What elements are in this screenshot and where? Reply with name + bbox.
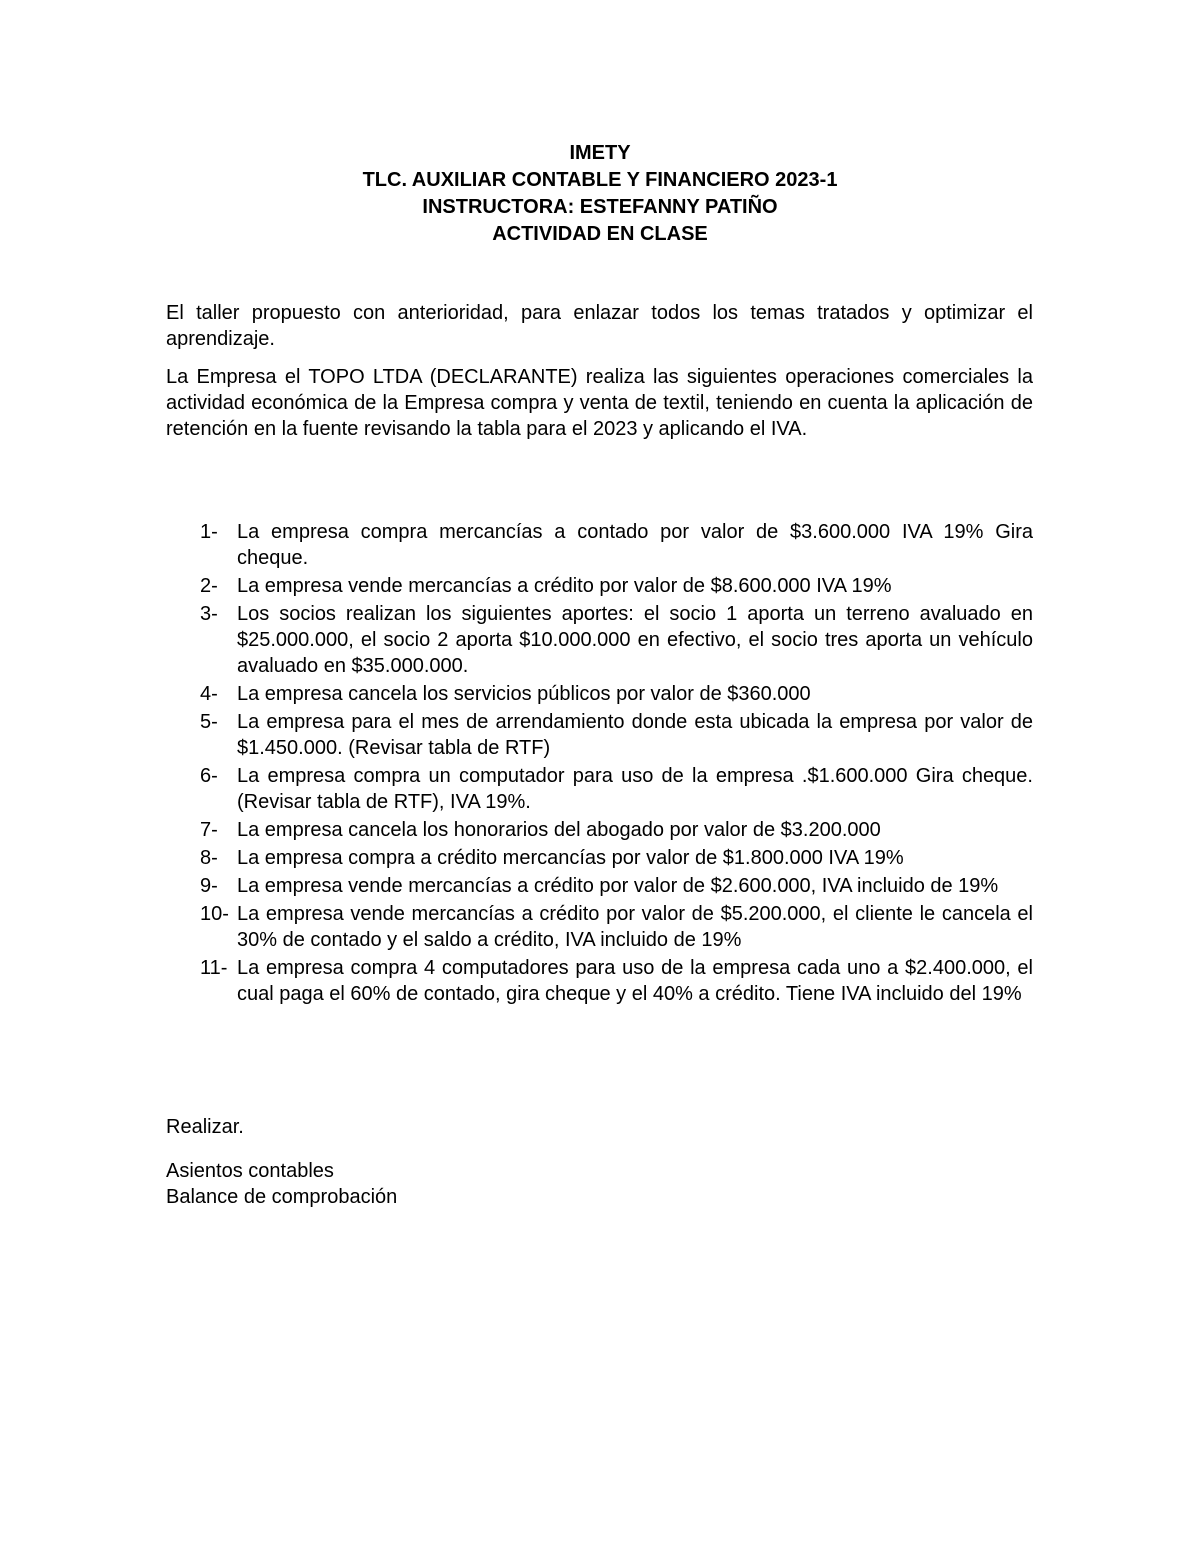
list-item-number: 6- [200, 765, 218, 788]
list-item-number: 10- [200, 902, 229, 925]
instructor-line: INSTRUCTORA: ESTEFANNY PATIÑO [422, 196, 778, 218]
list-item-text: La empresa compra a crédito mercancías por valor de $1.800.000 IVA 19% [237, 847, 904, 870]
list-item [166, 519, 1033, 572]
list-item-number: 3- [200, 602, 218, 625]
operations-list [166, 519, 1033, 1009]
list-item-text: La empresa vende mercancías a crédito por valor de $2.600.000, IVA incluido de 19% [237, 874, 999, 897]
list-item-text: La empresa compra 4 computadores para uso de la empresa cada uno a $2.400.000, el cual paga el 60% de contado, gira cheque y el 40% a crédito. Tiene IVA incluido del 19% [237, 956, 1033, 1006]
list-item [166, 873, 1033, 899]
list-item-number: 4- [200, 683, 218, 706]
list-item-number: 1- [200, 521, 218, 543]
list-item [166, 955, 1033, 1008]
list-item [166, 817, 1033, 843]
list-item-text: Los socios realizan los siguientes aportes: el socio 1 aporta un terreno avaluado en $25.000.000, el socio 2 aporta $10.000.000 en efectivo, el socio tres aporta un vehículo avaluado en $35.000.000. [237, 602, 1033, 678]
list-item [166, 573, 1033, 599]
intro-paragraph-2: La Empresa el TOPO LTDA (DECLARANTE) realiza las siguientes operaciones comerciales la actividad económica de la Empresa compra y venta de textil, teniendo en cuenta la aplicación de retención en la fuente revisando la tabla para el 2023 y aplicando el IVA. [166, 366, 1033, 440]
closing-section [166, 1114, 1033, 1210]
list-item-text: La empresa compra un computador para uso de la empresa .$1.600.000 Gira cheque. (Revisar tabla de RTF), IVA 19%. [237, 765, 1033, 814]
list-item-number: 5- [200, 711, 218, 734]
activity-title: ACTIVIDAD EN CLASE [492, 223, 708, 245]
list-item-number: 7- [200, 819, 218, 842]
intro-section [166, 300, 1033, 454]
list-item-number: 2- [200, 575, 218, 598]
list-item-number: 8- [200, 847, 218, 870]
document-header [0, 140, 1200, 248]
institution-title: IMETY [569, 142, 631, 164]
deliverable-item: Asientos contables [166, 1160, 334, 1182]
list-item-text: La empresa cancela los servicios públicos por valor de $360.000 [237, 683, 811, 706]
list-item-number: 9- [200, 874, 218, 897]
list-item-number: 11- [200, 956, 228, 979]
list-item [166, 709, 1033, 762]
list-item [166, 845, 1033, 871]
list-item [166, 901, 1033, 954]
list-item-text: La empresa cancela los honorarios del abogado por valor de $3.200.000 [237, 819, 881, 842]
course-title: TLC. AUXILIAR CONTABLE Y FINANCIERO 2023-1 [362, 169, 838, 191]
list-item-text: La empresa para el mes de arrendamiento donde esta ubicada la empresa por valor de $1.450.000. (Revisar tabla de RTF) [237, 711, 1033, 760]
list-item [166, 601, 1033, 680]
list-item-text: La empresa vende mercancías a crédito por valor de $5.200.000, el cliente le cancela el 30% de contado y el saldo a crédito, IVA incluido de 19% [237, 902, 1033, 951]
intro-paragraph-1: El taller propuesto con anterioridad, para enlazar todos los temas tratados y optimizar el aprendizaje. [166, 302, 1033, 350]
list-item-text: La empresa compra mercancías a contado por valor de $3.600.000 IVA 19% Gira cheque. [237, 521, 1033, 570]
list-item-text: La empresa vende mercancías a crédito por valor de $8.600.000 IVA 19% [237, 575, 892, 598]
deliverable-item: Balance de comprobación [166, 1186, 398, 1208]
list-item [166, 681, 1033, 707]
realizar-label: Realizar. [166, 1116, 244, 1138]
list-item [166, 763, 1033, 816]
